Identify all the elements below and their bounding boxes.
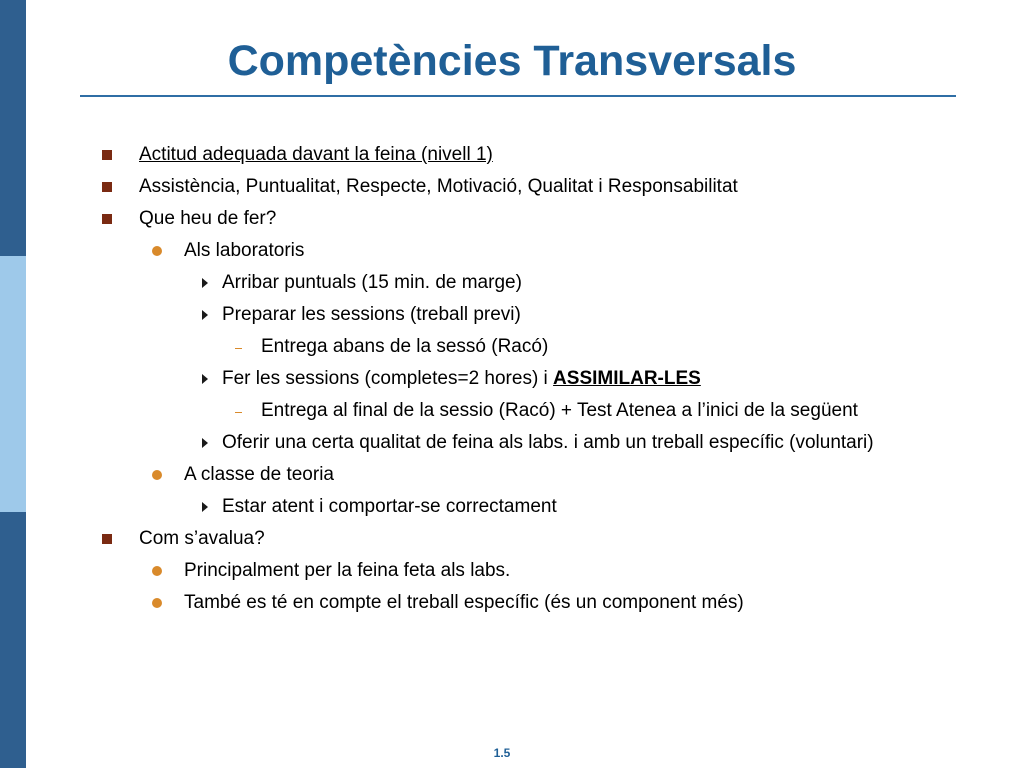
triangle-bullet-icon [202,502,208,512]
square-bullet-icon [102,150,112,160]
bullet-text: Entrega al final de la sessio (Racó) + Test Atenea a l’inici de la següent [261,400,858,421]
bullet-text: Preparar les sessions (treball previ) [222,304,521,325]
triangle-bullet-icon [202,278,208,288]
square-bullet-icon [102,534,112,544]
dash-bullet-icon [235,348,242,349]
circle-bullet-icon [152,598,162,608]
dash-bullet-icon [235,412,242,413]
bullet-text: Entrega abans de la sessó (Racó) [261,336,549,357]
page-number: 1.5 [493,746,511,760]
square-bullet-icon [102,182,112,192]
triangle-bullet-icon [202,374,208,384]
bullet-text: Estar atent i comportar-se correctament [222,496,557,517]
bullet-text-emphasis: ASSIMILAR-LES [553,368,701,389]
bullet-text: Principalment per la feina feta als labs. [184,560,511,581]
square-bullet-icon [102,214,112,224]
circle-bullet-icon [152,470,162,480]
circle-bullet-icon [152,246,162,256]
bullet-text-plain: Fer les sessions (completes=2 hores) i [222,368,554,389]
bullet-text: Als laboratoris [184,240,305,261]
triangle-bullet-icon [202,310,208,320]
triangle-bullet-icon [202,438,208,448]
bullet-text: També es té en compte el treball específic (és un component més) [184,592,744,613]
bullet-text: Oferir una certa qualitat de feina als labs. i amb un treball específic (voluntari) [222,432,874,453]
bullet-text: A classe de teoria [184,464,334,485]
bullet-text: Que heu de fer? [139,208,277,229]
slide-title: Competències Transversals [227,37,797,85]
circle-bullet-icon [152,566,162,576]
bullet-text: Com s’avalua? [139,528,265,549]
bullet-text: Arribar puntuals (15 min. de marge) [222,272,522,293]
bullet-text [222,367,701,391]
bullet-text: Assistència, Puntualitat, Respecte, Motivació, Qualitat i Responsabilitat [139,176,738,197]
bullet-text: Actitud adequada davant la feina (nivell 1) [139,144,493,165]
